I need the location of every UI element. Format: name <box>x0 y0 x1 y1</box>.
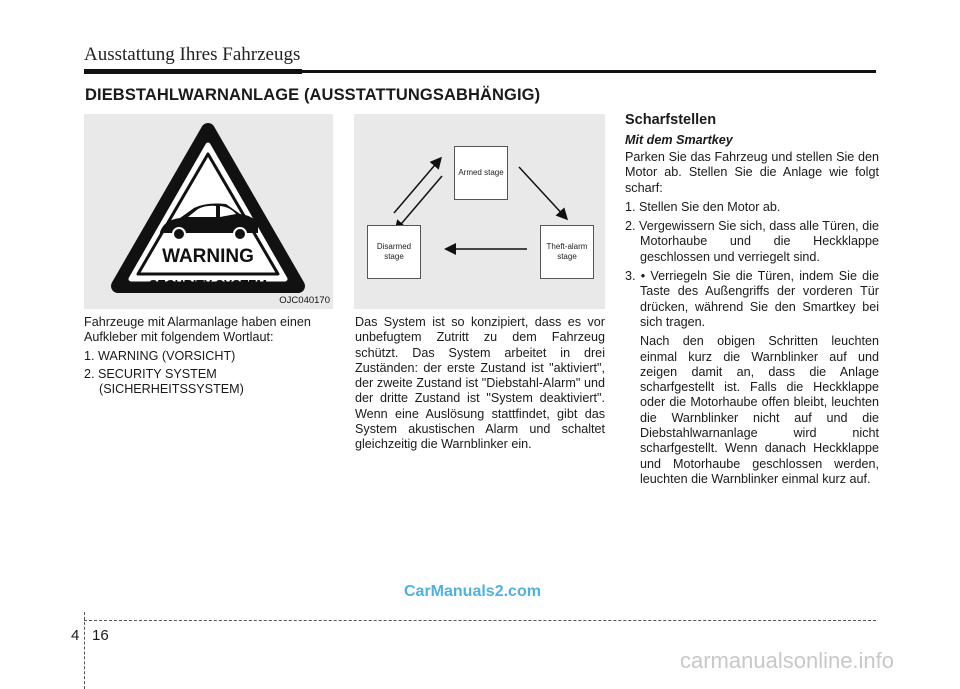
stage-arrows <box>354 114 605 309</box>
section-heading: DIEBSTAHLWARNANLAGE (AUSSTATTUNGSABHÄNGIG) <box>85 86 541 104</box>
disarmed-stage-box: Disarmed stage <box>367 225 421 279</box>
footer-vertical-rule <box>84 612 85 689</box>
footer-rule <box>84 620 876 621</box>
chapter-title: Ausstattung Ihres Fahrzeugs <box>84 44 301 65</box>
theft-alarm-stage-box: Theft-alarm stage <box>540 225 594 279</box>
arrow-armed-to-theft <box>519 167 566 218</box>
page-number: 16 <box>92 627 109 644</box>
security-system-label: SECURITY SYSTEM <box>149 278 267 292</box>
arming-step-3: 3. • Verriegeln Sie die Türen, indem Sie die Taste des Außengriffs der vorderen Tür drücken, während Sie den Smartkey bei sich tragen. <box>625 269 879 329</box>
arming-note: Nach den obigen Schritten leuchten einmal kurz die Warnblinker auf und zeigen damit an, dass die Anlage scharfgestellt ist. Falls die Heckklappe oder die Motorhaube offen bleibt, leuchten die Warnblinker nicht auf und die Diebstahlwarnanlage wird nicht scharfgestellt. Wenn danach Heckklappe und Motorhaube geschlossen werden, leuchten die Warnblinker einmal kurz auf. <box>640 334 879 486</box>
watermark-link[interactable]: CarManuals2.com <box>404 583 541 600</box>
warning-triangle-icon <box>84 114 333 309</box>
warning-label: WARNING <box>162 246 254 267</box>
chapter-number: 4 <box>71 627 80 644</box>
site-watermark[interactable]: carmanualsonline.info <box>680 648 895 673</box>
sticker-description <box>84 315 334 397</box>
warning-sticker-figure <box>84 114 333 309</box>
sticker-intro: Fahrzeuge mit Alarmanlage haben einen Aufkleber mit folgendem Wortlaut: <box>84 315 311 345</box>
alarm-stage-diagram <box>354 114 605 309</box>
armed-stage-box: Armed stage <box>454 146 508 200</box>
arming-steps <box>625 200 879 330</box>
arming-heading: Scharfstellen <box>625 112 717 128</box>
header-rule-accent <box>84 69 302 74</box>
figure-code: OJC040170 <box>279 295 330 306</box>
arming-step-1: 1. Stellen Sie den Motor ab. <box>625 199 781 214</box>
arming-intro: Parken Sie das Fahrzeug und stellen Sie den Motor ab. Stellen Sie die Anlage wie folgt scharf: <box>625 150 879 195</box>
system-description: Das System ist so konzipiert, dass es vor unbefugtem Zutritt zu dem Fahrzeug schützt. Das System arbeitet in drei Zuständen: der erste Zustand ist "aktiviert", der zweite Zustand ist "Diebstahl-Alarm" und der dritte Zustand ist "System deaktiviert". Wenn eine Auslösung stattfindet, gibt das System akustischen Alarm und schaltet gleichzeitig die Warnblinker ein. <box>355 315 605 452</box>
arming-step-2: 2. Vergewissern Sie sich, dass alle Türen, die Motorhaube und die Heckklappe geschlossen und verriegelt sind. <box>625 219 879 264</box>
sticker-item-1: 1. WARNING (VORSICHT) <box>84 348 236 363</box>
smartkey-subheading: Mit dem Smartkey <box>625 133 733 147</box>
sticker-item-2: 2. SECURITY SYSTEM (SICHERHEITSSYSTEM) <box>84 366 244 397</box>
arming-instructions <box>625 150 879 487</box>
